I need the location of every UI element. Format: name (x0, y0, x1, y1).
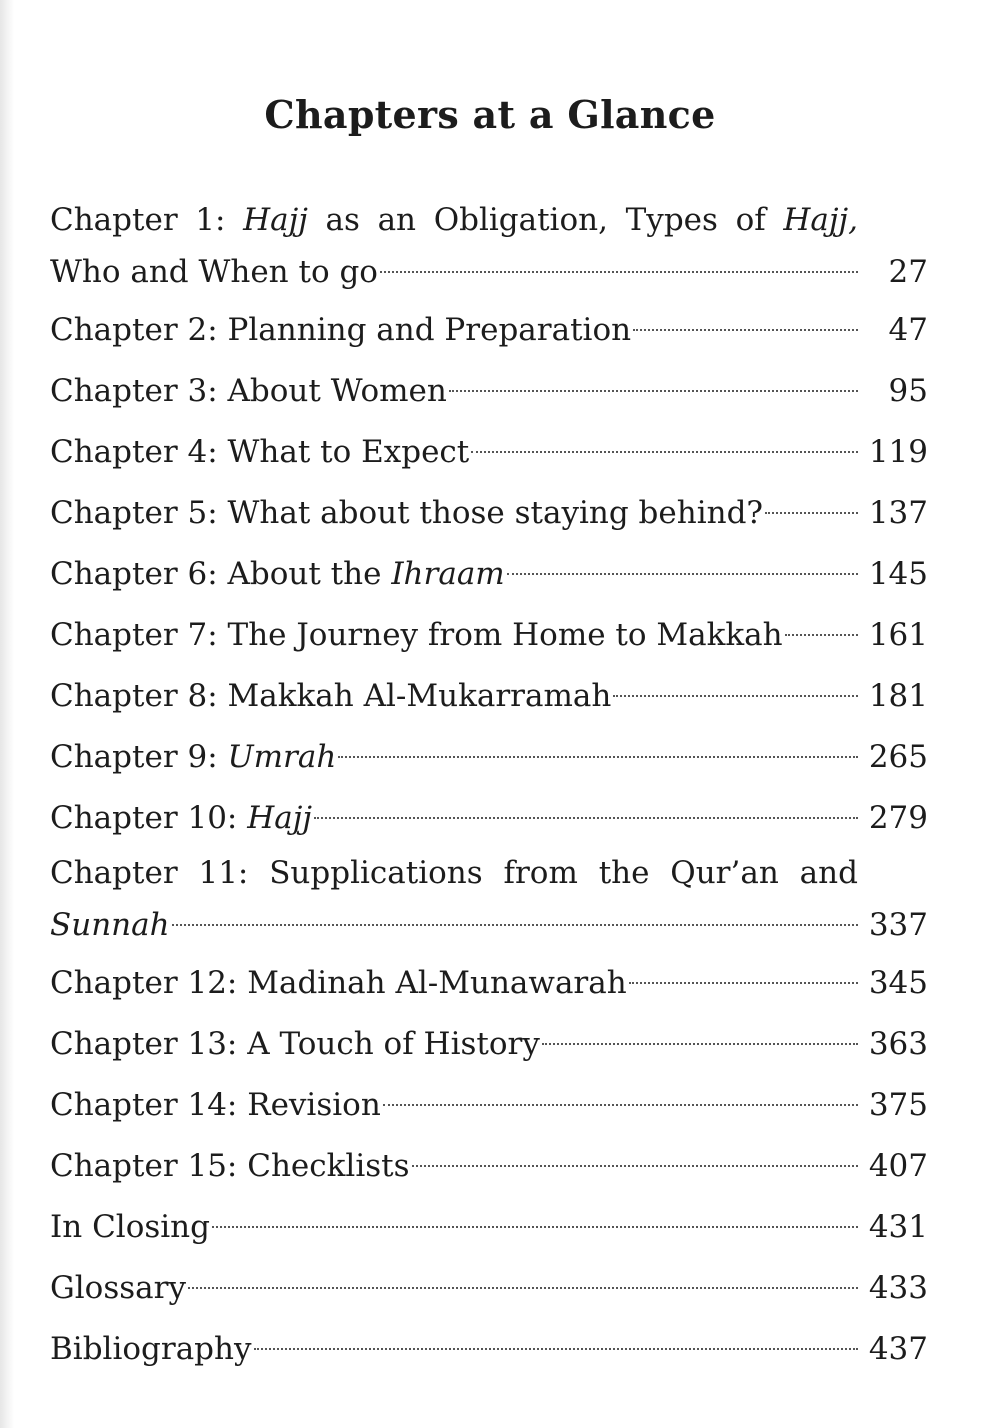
table-of-contents (50, 196, 928, 1380)
dot-leader (254, 1348, 859, 1350)
dot-leader (629, 982, 858, 984)
page-number: 265 (868, 739, 928, 775)
page-number: 145 (868, 556, 928, 592)
toc-entry-in-closing[interactable] (50, 1197, 928, 1258)
dot-leader (212, 1226, 858, 1228)
page-number: 27 (888, 254, 928, 290)
toc-entry-title: Chapter 5: What about those staying behind? (50, 495, 764, 531)
dot-leader (542, 1043, 858, 1045)
page-number: 181 (868, 678, 928, 714)
page-number: 161 (868, 617, 928, 653)
dot-leader (449, 390, 858, 392)
toc-entry-chapter-13[interactable] (50, 1014, 928, 1075)
toc-entry-chapter-3[interactable] (50, 361, 928, 422)
page-number: 345 (868, 965, 928, 1001)
dot-leader (412, 1165, 858, 1167)
dot-leader (613, 695, 858, 697)
page-number: 407 (868, 1148, 928, 1184)
toc-entry-title: Chapter 7: The Journey from Home to Makkah (50, 617, 783, 653)
toc-entry-chapter-8[interactable] (50, 666, 928, 727)
page-number: 363 (868, 1026, 928, 1062)
dot-leader (314, 817, 858, 819)
dot-leader (785, 634, 858, 636)
page-number: 437 (868, 1331, 928, 1367)
dot-leader (338, 756, 858, 758)
toc-entry-title-line1: Chapter 1: Hajj as an Obligation, Types of Hajj, (50, 202, 858, 238)
toc-entry-chapter-4[interactable] (50, 422, 928, 483)
dot-leader (380, 271, 858, 273)
toc-entry-title: Chapter 3: About Women (50, 373, 447, 409)
toc-entry-chapter-10[interactable] (50, 788, 928, 849)
toc-entry-title-line2: Sunnah (50, 907, 170, 943)
dot-leader (188, 1287, 858, 1289)
toc-entry-title-line1: Chapter 11: Supplications from the Qur’an and (50, 855, 858, 891)
toc-entry-title: Bibliography (50, 1331, 252, 1367)
toc-entry-title: Chapter 12: Madinah Al-Munawarah (50, 965, 627, 1001)
toc-entry-glossary[interactable] (50, 1258, 928, 1319)
page-number: 137 (868, 495, 928, 531)
toc-entry-title: Chapter 15: Checklists (50, 1148, 410, 1184)
dot-leader (383, 1104, 858, 1106)
dot-leader (172, 924, 858, 926)
toc-entry-title: Chapter 8: Makkah Al-Mukarramah (50, 678, 612, 714)
page-number: 431 (868, 1209, 928, 1245)
page-number: 119 (868, 434, 928, 470)
toc-entry-chapter-15[interactable] (50, 1136, 928, 1197)
page-number: 279 (868, 800, 928, 836)
toc-entry-bibliography[interactable] (50, 1319, 928, 1380)
toc-entry-title: Glossary (50, 1270, 186, 1306)
page-edge-shadow (0, 0, 14, 1428)
page-number: 375 (868, 1087, 928, 1123)
dot-leader (765, 512, 858, 514)
toc-entry-title: Chapter 4: What to Expect (50, 434, 470, 470)
toc-entry-title: Chapter 9: Umrah (50, 739, 337, 775)
toc-entry-chapter-5[interactable] (50, 483, 928, 544)
toc-entry-chapter-11[interactable] (50, 849, 928, 953)
toc-entry-chapter-14[interactable] (50, 1075, 928, 1136)
toc-entry-chapter-1[interactable] (50, 196, 928, 300)
toc-entry-title: Chapter 2: Planning and Preparation (50, 312, 632, 348)
toc-entry-chapter-7[interactable] (50, 605, 928, 666)
toc-entry-title: Chapter 10: Hajj (50, 800, 312, 836)
toc-entry-chapter-6[interactable] (50, 544, 928, 605)
dot-leader (633, 329, 858, 331)
toc-entry-title: Chapter 6: About the Ihraam (50, 556, 505, 592)
toc-entry-title-line2: Who and When to go (50, 254, 378, 290)
page-number: 433 (868, 1270, 928, 1306)
toc-entry-chapter-2[interactable] (50, 300, 928, 361)
toc-entry-title: Chapter 13: A Touch of History (50, 1026, 540, 1062)
toc-entry-title: In Closing (50, 1209, 210, 1245)
page-number: 337 (868, 907, 928, 943)
toc-entry-chapter-9[interactable] (50, 727, 928, 788)
dot-leader (507, 573, 858, 575)
dot-leader (471, 451, 858, 453)
toc-entry-title: Chapter 14: Revision (50, 1087, 381, 1123)
toc-entry-chapter-12[interactable] (50, 953, 928, 1014)
page-number: 47 (888, 312, 928, 348)
page-title: Chapters at a Glance (264, 92, 716, 137)
page-number: 95 (888, 373, 928, 409)
